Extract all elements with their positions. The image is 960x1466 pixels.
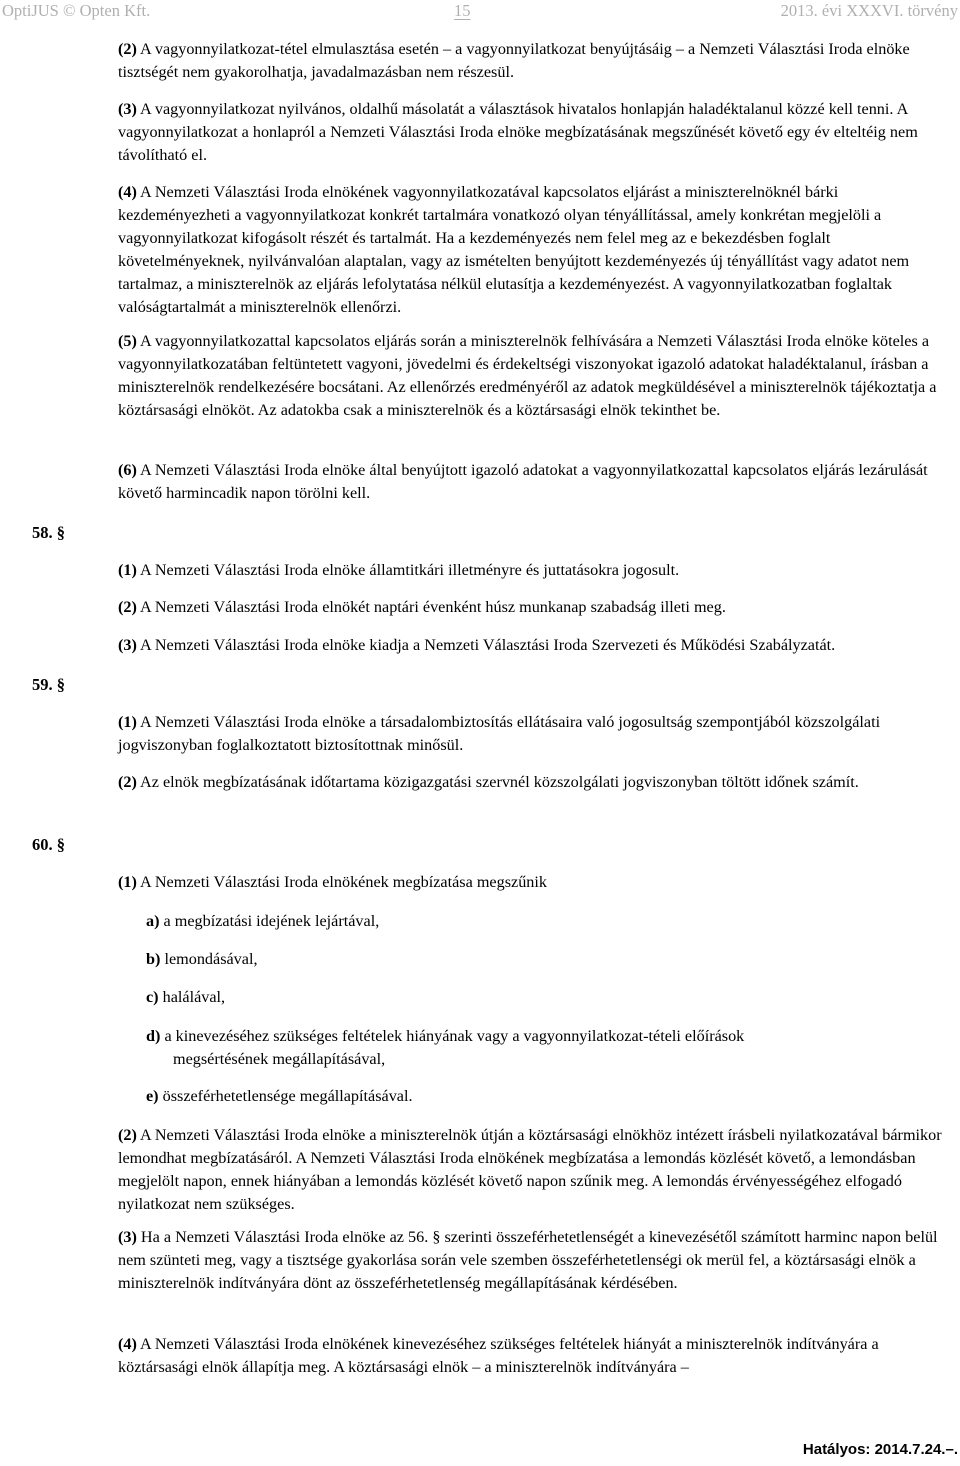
paragraph-number: (5) bbox=[118, 332, 137, 350]
paragraph-57-5 bbox=[118, 330, 944, 422]
paragraph-text: A Nemzeti Választási Iroda elnökének megbízatása megszűnik bbox=[136, 873, 547, 891]
paragraph-text: A Nemzeti Választási Iroda elnöke államtitkári illetményre és juttatásokra jogosult. bbox=[136, 561, 680, 579]
page-header bbox=[0, 0, 960, 24]
paragraph-number: (2) bbox=[118, 1126, 137, 1144]
paragraph-number: (1) bbox=[118, 873, 137, 891]
paragraph-58-3 bbox=[118, 634, 944, 657]
paragraph-text: A Nemzeti Választási Iroda elnöke kiadja a Nemzeti Választási Iroda Szervezeti és Működési Szabályzatát. bbox=[136, 636, 836, 654]
list-item-text: halálával, bbox=[158, 988, 226, 1006]
list-item-continuation: megsértésének megállapításával, bbox=[173, 1050, 386, 1068]
section-60-heading: 60. § bbox=[32, 835, 65, 854]
paragraph-number: (3) bbox=[118, 100, 137, 118]
paragraph-59-1 bbox=[118, 711, 944, 757]
paragraph-text: Az elnök megbízatásának időtartama közigazgatási szervnél közszolgálati jogviszonyban töltött időnek számít. bbox=[136, 773, 859, 791]
paragraph-number: (6) bbox=[118, 461, 137, 479]
paragraph-number: (4) bbox=[118, 1335, 137, 1353]
list-item-text: a kinevezéséhez szükséges feltételek hiányának vagy a vagyonnyilatkozat-tételi előírások bbox=[160, 1027, 745, 1045]
section-59-heading: 59. § bbox=[32, 675, 65, 694]
header-publisher: OptiJUS © Opten Kft. bbox=[2, 1, 151, 20]
paragraph-number: (3) bbox=[118, 1228, 137, 1246]
paragraph-number: (4) bbox=[118, 183, 137, 201]
paragraph-58-2 bbox=[118, 596, 944, 619]
list-item-a bbox=[146, 910, 926, 933]
paragraph-text: A Nemzeti Választási Iroda elnökének kinevezéséhez szükséges feltételek hiányát a miniszterelnök indítványára a köztársasági elnök állapítja meg. A köztársasági elnök – a miniszterelnök indítványára – bbox=[118, 1335, 879, 1376]
list-item-letter: e) bbox=[146, 1087, 159, 1105]
list-item-text: összeférhetetlensége megállapításával. bbox=[158, 1087, 413, 1105]
paragraph-number: (1) bbox=[118, 561, 137, 579]
paragraph-text: A vagyonnyilatkozat nyilvános, oldalhű másolatát a választások hivatalos honlapján haladéktalanul közzé kell tenni. A vagyonnyilatkozat a honlapról a Nemzeti Választási Iroda elnöke megbízatásának megszűnését követő egy év elteltéig nem távolítható el. bbox=[118, 100, 918, 164]
paragraph-number: (3) bbox=[118, 636, 137, 654]
paragraph-text: A Nemzeti Választási Iroda elnökét naptári évenként húsz munkanap szabadság illeti meg. bbox=[136, 598, 726, 616]
paragraph-57-6 bbox=[118, 459, 944, 505]
list-item-letter: d) bbox=[146, 1027, 161, 1045]
paragraph-60-2 bbox=[118, 1124, 944, 1216]
paragraph-text: A vagyonnyilatkozattal kapcsolatos eljárás során a miniszterelnök felhívására a Nemzeti Választási Iroda elnöke köteles a vagyonnyilatkozatában feltüntetett vagyoni, jövedelmi és érdekeltségi viszonyokat igazoló adatokat haladéktalanul, írásban a miniszterelnök rendelkezésére bocsátani. Az ellenőrzés eredményéről az adatok megküldésével a miniszterelnök tájékoztatja a köztársasági elnököt. Az adatokba csak a miniszterelnök és a köztársasági elnök tekinthet be. bbox=[118, 332, 937, 419]
paragraph-57-3 bbox=[118, 98, 944, 167]
page-number: 15 bbox=[454, 1, 471, 20]
list-item-c bbox=[146, 986, 926, 1009]
paragraph-text: A Nemzeti Választási Iroda elnöke a társadalombiztosítás ellátásaira való jogosultság szempontjából közszolgálati jogviszonyban foglalkoztatott biztosítottnak minősül. bbox=[118, 713, 881, 754]
list-item-b bbox=[146, 948, 926, 971]
paragraph-60-1 bbox=[118, 871, 944, 894]
paragraph-60-4 bbox=[118, 1333, 944, 1379]
paragraph-58-1 bbox=[118, 559, 944, 582]
paragraph-text: A vagyonnyilatkozat-tétel elmulasztása esetén – a vagyonnyilatkozat benyújtásáig – a Nemzeti Választási Iroda elnöke tisztségét nem gyakorolhatja, javadalmazásban nem részesül. bbox=[118, 40, 910, 81]
paragraph-57-4 bbox=[118, 181, 944, 319]
paragraph-text: A Nemzeti Választási Iroda elnöke a miniszterelnök útján a köztársasági elnökhöz intézett írásbeli nyilatkozatával bármikor lemondhat megbízatásáról. A Nemzeti Választási Iroda elnökének megbízatása a lemondás közlését követő, a lemondásban megjelölt napon, ennek hiányában a lemondás közlését követő napon szűnik meg. A lemondás érvényességéhez elfogadó nyilatkozat nem szükséges. bbox=[118, 1126, 942, 1213]
list-item-letter: a) bbox=[146, 912, 160, 930]
list-item-text: lemondásával, bbox=[160, 950, 258, 968]
list-item-text: a megbízatási idejének lejártával, bbox=[159, 912, 380, 930]
paragraph-59-2 bbox=[118, 771, 944, 794]
paragraph-text: Ha a Nemzeti Választási Iroda elnöke az 56. § szerinti összeférhetetlenségét a kinevezésétől számított harminc napon belül nem szünteti meg, vagy a tisztsége gyakorlása során vele szemben összeférhetetlenségi ok merül fel, a köztársasági elnök a miniszterelnök indítványára dönt az összeférhetetlenség megállapításának kérdésében. bbox=[118, 1228, 938, 1292]
list-item-letter: c) bbox=[146, 988, 159, 1006]
section-58-heading: 58. § bbox=[32, 523, 65, 542]
header-law-title: 2013. évi XXXVI. törvény bbox=[780, 1, 958, 20]
list-item-d bbox=[146, 1025, 926, 1071]
paragraph-text: A Nemzeti Választási Iroda elnöke által benyújtott igazoló adatokat a vagyonnyilatkozattal kapcsolatos eljárás lezárulását követő harmincadik napon törölni kell. bbox=[118, 461, 928, 502]
paragraph-number: (2) bbox=[118, 598, 137, 616]
paragraph-57-2 bbox=[118, 38, 944, 84]
paragraph-number: (1) bbox=[118, 713, 137, 731]
list-item-e bbox=[146, 1085, 926, 1108]
paragraph-number: (2) bbox=[118, 40, 137, 58]
paragraph-text: A Nemzeti Választási Iroda elnökének vagyonnyilatkozatával kapcsolatos eljárást a miniszterelnöknél bárki kezdeményezheti a vagyonnyilatkozat konkrét tartalmára vonatkozó olyan tényállítással, amely konkrétan megjelöli a vagyonnyilatkozat kifogásolt részét és tartalmát. Ha a kezdeményezés nem felel meg az e bekezdésben foglalt követelményeknek, nyilvánvalóan alaptalan, vagy az ismételten benyújtott kezdeményezés új tényállítást vagy adatot nem tartalmaz, a miniszterelnök az eljárás lefolytatása nélkül elutasítja a kezdeményezést. A vagyonnyilatkozatban foglaltak valóságtartalmát a miniszterelnök ellenőrzi. bbox=[118, 183, 910, 316]
paragraph-60-3 bbox=[118, 1226, 944, 1295]
effective-date-footer: Hatályos: 2014.7.24.–. bbox=[802, 1441, 958, 1458]
paragraph-number: (2) bbox=[118, 773, 137, 791]
list-item-letter: b) bbox=[146, 950, 161, 968]
